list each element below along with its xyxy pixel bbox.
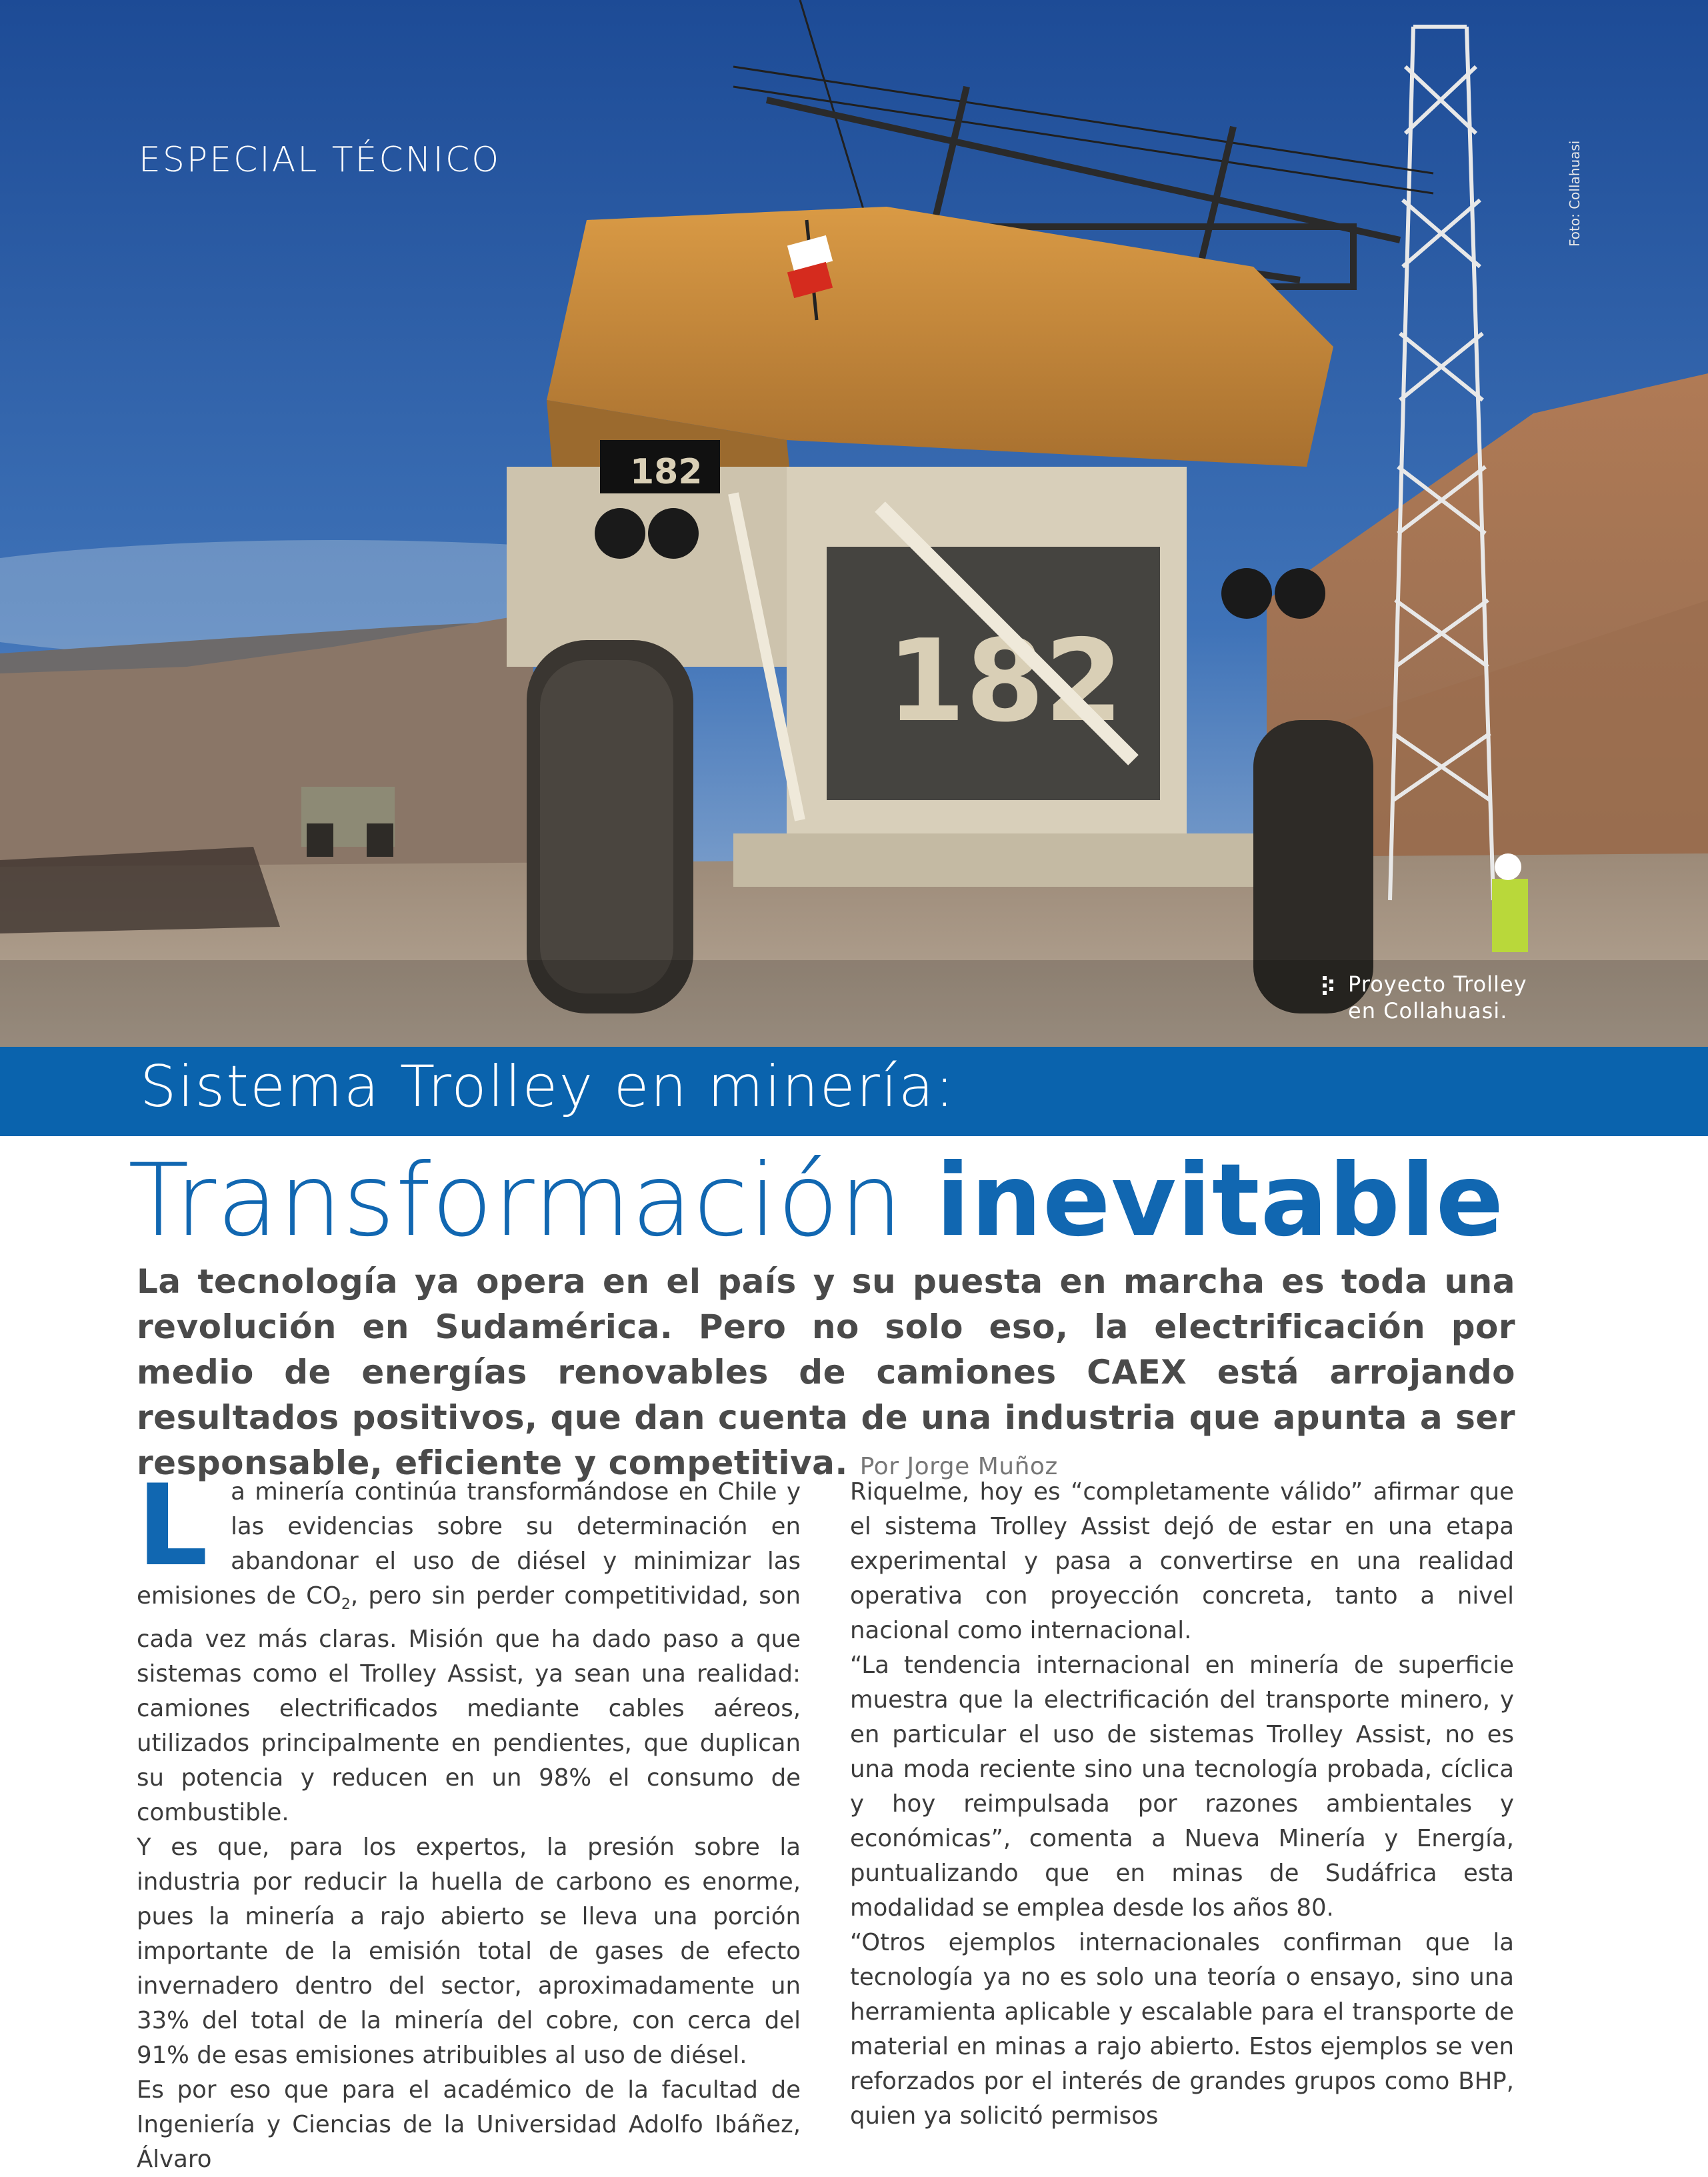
lead-paragraph: [137, 1259, 1515, 1490]
caption-bullet-icon: [1321, 975, 1339, 996]
paragraph-text: a minería continúa transformándose en Chile y las evidencias sobre su determinación en abandonar el uso de diésel y minimizar las emisiones de CO: [137, 1478, 801, 1610]
distant-truck: [301, 787, 395, 857]
body-paragraph: Es por eso que para el académico de la facultad de Ingeniería y Ciencias de la Universidad Adolfo Ibáñez, Álvaro: [137, 2076, 801, 2174]
truck-number-small: 182: [630, 452, 703, 492]
caption-line-1: Proyecto Trolley: [1348, 971, 1527, 997]
paragraph-text: , pero sin perder competitividad, son cada vez más claras. Misión que ha dado paso a que sistemas como el Trolley Assist, ya sean una realidad: camiones electrificados mediante cables aéreos, utilizados principalmente en pendientes, que duplican su potencia y reducen en un 98% el consumo de combustible.: [137, 1582, 801, 1827]
subscript: 2: [341, 1596, 351, 1614]
caption-line-2: en Collahuasi.: [1348, 998, 1508, 1023]
lead-text: La tecnología ya opera en el país y su puesta en marcha es toda una revolución en Sudamérica. Pero no solo eso, la electrificación por medio de energías renovables de camiones CAEX está arrojando resultados positivos, que dan cuenta de una industria que apunta a ser responsable, eficiente y competitiva.: [137, 1262, 1515, 1482]
hero-photo: [0, 0, 1708, 1047]
truck-number: 182: [887, 615, 1123, 747]
photo-credit: Foto: Collahuasi: [1567, 140, 1583, 247]
body-column-right: [850, 1475, 1514, 2134]
main-title-light: Transformación: [128, 1143, 904, 1259]
main-title: [128, 1138, 1504, 1264]
body-paragraph: Riquelme, hoy es “completamente válido” afirmar que el sistema Trolley Assist dejó de estar en una etapa experimental y pasa a convertirse en una realidad operativa con proyección concreta, tanto a nivel nacional como internacional.: [850, 1478, 1514, 1644]
body-paragraph: “La tendencia internacional en minería de superficie muestra que la electrificación del transporte minero, y en particular el uso de sistemas Trolley Assist, no es una moda reciente sino una tecnología probada, cíclica y hoy reimpulsada por razones ambientales y económicas”, comenta a Nueva Minería y Energía, puntualizando que en minas de Sudáfrica esta modalidad se emplea desde los años 80.: [850, 1652, 1514, 1922]
body-paragraph: “Otros ejemplos internacionales confirman que la tecnología ya no es solo una teoría o ensayo, sino una herramienta aplicable y escalable para el transporte de material en minas a rajo abierto. Estos ejemplos se ven reforzados por el interés de grandes grupos como BHP, quien ya solicitó permisos: [850, 1929, 1514, 2130]
photo-caption: [1348, 971, 1527, 1024]
body-column-left: [137, 1460, 801, 2177]
drop-cap: L: [137, 1460, 209, 1591]
main-title-bold: inevitable: [935, 1143, 1505, 1259]
body-paragraph: Y es que, para los expertos, la presión sobre la industria por reducir la huella de carbono es enorme, pues la minería a rajo abierto se lleva una porción importante de la emisión total de gases de efecto invernadero dentro del sector, aproximadamente un 33% del total de la minería del cobre, con cerca del 91% de esas emisiones atribuibles al uso de diésel.: [137, 1834, 801, 2070]
kicker-title: Sistema Trolley en minería:: [140, 1053, 956, 1120]
section-label: ESPECIAL TÉCNICO: [139, 140, 501, 180]
byline: Por Jorge Muñoz: [859, 1453, 1058, 1480]
body-paragraph: [137, 1460, 801, 1830]
